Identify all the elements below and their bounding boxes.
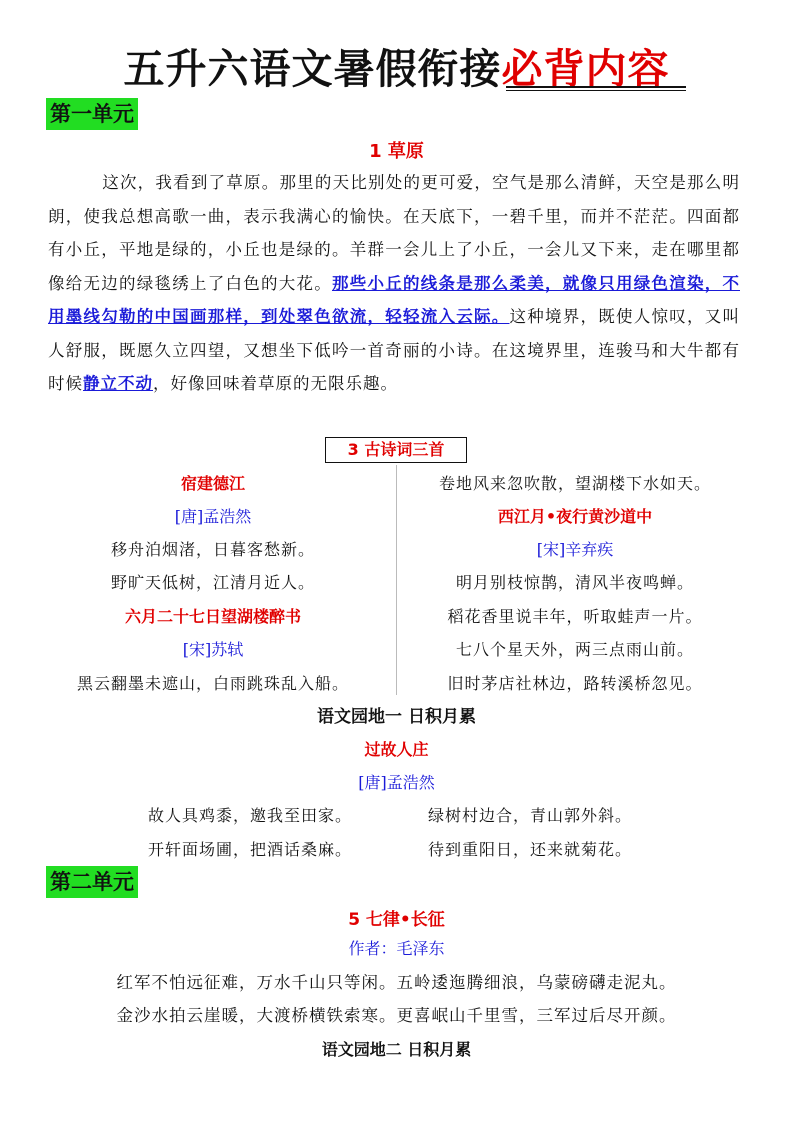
garden2-title: 语文园地二 日积月累: [321, 1040, 472, 1059]
poem2-line-2: 卷地风来忽吹散，望湖楼下水如天。: [438, 474, 711, 493]
column-divider: [396, 465, 397, 695]
garden1-poem-line-4: 待到重阳日，还来就菊花。: [427, 840, 632, 859]
poem3-line-4: 旧时茅店社林边，路转溪桥忽见。: [447, 674, 703, 693]
poem1-line-2: 野旷天低树，江清月近人。: [110, 573, 315, 592]
title-underline: [506, 86, 686, 88]
lesson5-line-2: 金沙水拍云崖暖，大渡桥横铁索寒。更喜岷山千里雪，三军过后尽开颜。: [116, 1006, 677, 1025]
garden1-poem-title: 过故人庄: [364, 740, 429, 759]
poem2-title: 六月二十七日望湖楼醉书: [124, 607, 301, 626]
lesson5-title: 5 七律•长征: [348, 910, 445, 930]
page-title-main: 五升六语文暑假衔接: [123, 45, 502, 93]
garden1-poem-author: [唐]孟浩然: [358, 773, 435, 792]
garden1-poem-line-2: 绿树村边合，青山郭外斜。: [427, 806, 632, 825]
poem1-title: 宿建德江: [180, 474, 245, 493]
lesson1-highlight-1: 那些小丘的线条是那么柔美，就像只用绿色渲染，不用墨线勾勒的中国画那样，到处翠色欲流，轻轻流入云际。: [48, 273, 740, 326]
poem1-author: [唐]孟浩然: [174, 507, 252, 526]
poem3-title: 西江月•夜行黄沙道中: [497, 507, 653, 526]
title-underline-double: [506, 90, 686, 91]
unit1-label: 第一单元: [46, 98, 138, 130]
lesson1-text-middle: 这种境界，既使人惊叹，又叫人舒服，既愿久立四望，又想坐下低吟一首奇丽的小诗。在这境界里，连骏马和大牛都有时候: [48, 307, 740, 393]
poem3-line-1: 明月别枝惊鹊，清风半夜鸣蝉。: [455, 573, 694, 592]
lesson1-text: [48, 166, 740, 401]
lesson1-title: 1 草原: [369, 141, 424, 162]
poem3-line-3: 七八个星天外，两三点雨山前。: [455, 640, 694, 659]
poem2-line-1: 黑云翻墨未遮山，白雨跳珠乱入船。: [76, 674, 349, 693]
lesson5-author: 作者：毛泽东: [348, 939, 445, 958]
lesson1-text-after: ，好像回味着草原的无限乐趣。: [153, 374, 398, 393]
page-title-highlight: 必背内容: [501, 45, 670, 93]
poem1-line-1: 移舟泊烟渚，日暮客愁新。: [110, 540, 315, 559]
poem2-author: [宋]苏轼: [182, 640, 244, 659]
unit2-label: 第二单元: [46, 866, 138, 898]
garden1-title: 语文园地一 日积月累: [317, 707, 476, 727]
poem3-author: [宋]辛弃疾: [536, 540, 614, 559]
lesson1-highlight-2: 静立不动: [83, 374, 153, 393]
lesson3-title: 3 古诗词三首: [325, 437, 467, 463]
garden1-poem-line-1: 故人具鸡黍，邀我至田家。: [147, 806, 352, 825]
lesson5-line-1: 红军不怕远征难，万水千山只等闲。五岭逶迤腾细浪，乌蒙磅礴走泥丸。: [116, 973, 677, 992]
poem3-line-2: 稻花香里说丰年，听取蛙声一片。: [447, 607, 703, 626]
lesson1-text-before: 这次，我看到了草原。那里的天比别处的更可爱，空气是那么清鲜，天空是那么明朗，使我总想高歌一曲，表示我满心的愉快。在天底下，一碧千里，而并不茫茫。四面都有小丘，平地是绿的，小丘也是绿的。羊群一会儿上了小丘，一会儿又下来，走在哪里都像给无边的绿毯绣上了白色的大花。: [48, 173, 740, 293]
garden1-poem-line-3: 开轩面场圃，把酒话桑麻。: [147, 840, 352, 859]
